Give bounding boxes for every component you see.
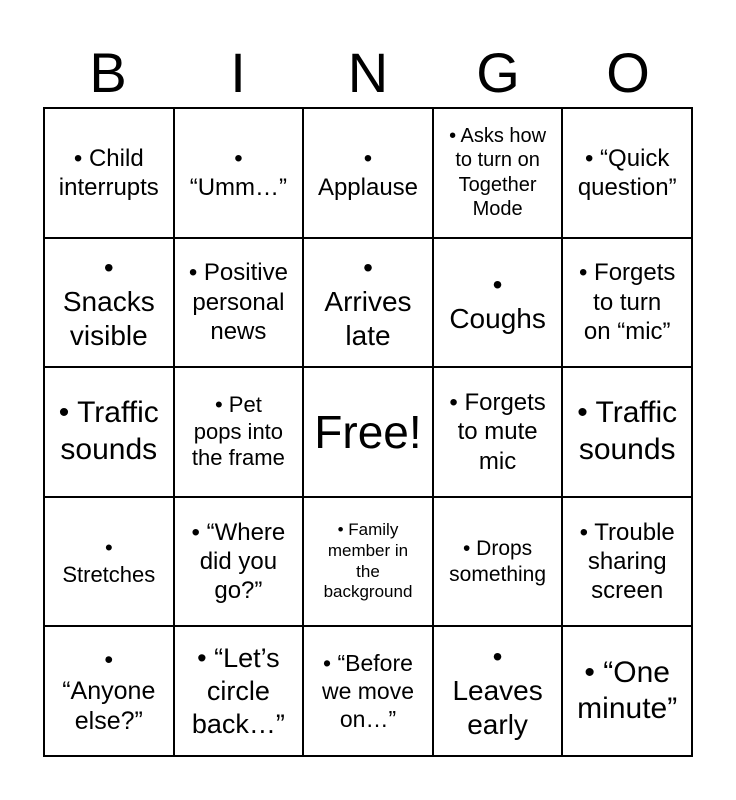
cell-text: • Asks how to turn on Together Mode	[449, 125, 547, 221]
bingo-board	[43, 107, 693, 757]
cell-text: • “Umm…”	[189, 144, 288, 201]
cell-text: • Drops something	[449, 536, 547, 586]
cell-text: • Traffic sounds	[577, 396, 678, 466]
cell-text: • Forgets to mute mic	[449, 389, 546, 475]
bingo-cell[interactable]	[45, 109, 175, 239]
header-letter-g: G	[476, 41, 520, 104]
bingo-cell[interactable]	[563, 368, 693, 498]
bingo-cell[interactable]	[45, 239, 175, 369]
cell-text: • Family member in the background	[323, 520, 413, 602]
bingo-cell[interactable]	[304, 498, 434, 628]
cell-text: • Forgets to turn on “mic”	[578, 259, 676, 346]
bingo-cell[interactable]	[45, 498, 175, 628]
bingo-cell[interactable]	[175, 627, 305, 757]
bingo-cell[interactable]	[304, 109, 434, 239]
cell-text: • Snacks visible	[62, 252, 155, 352]
bingo-cell[interactable]	[434, 627, 564, 757]
cell-text: • “Before we move on…”	[321, 650, 415, 733]
cell-text: • Child interrupts	[58, 144, 159, 201]
cell-text: • Pet pops into the frame	[191, 391, 285, 471]
cell-text: • Arrives late	[324, 252, 412, 352]
cell-text: • Stretches	[62, 534, 156, 587]
bingo-cell[interactable]	[304, 627, 434, 757]
header-letter-i: I	[230, 41, 246, 104]
cell-text: • “Anyone else?”	[62, 646, 156, 736]
bingo-cell[interactable]	[563, 627, 693, 757]
cell-text: • Applause	[317, 144, 419, 201]
cell-text: • Coughs	[449, 269, 546, 335]
cell-text: • “Quick question”	[577, 144, 677, 201]
bingo-cell[interactable]	[434, 368, 564, 498]
bingo-cell[interactable]	[434, 239, 564, 369]
bingo-header	[43, 38, 693, 108]
bingo-cell[interactable]	[563, 239, 693, 369]
header-letter-n: N	[347, 41, 389, 104]
header-letter-b: B	[89, 41, 127, 104]
cell-text: • “Let’s circle back…”	[191, 642, 285, 739]
cell-text: • “Where did you go?”	[191, 518, 286, 605]
bingo-cell[interactable]	[175, 498, 305, 628]
bingo-cell[interactable]	[175, 109, 305, 239]
cell-text: • Traffic sounds	[58, 396, 159, 466]
header-letter-o: O	[606, 41, 650, 104]
bingo-cell[interactable]	[563, 498, 693, 628]
free-space[interactable]	[304, 368, 434, 498]
cell-text: • Leaves early	[452, 640, 543, 741]
bingo-cell[interactable]	[563, 109, 693, 239]
cell-text: • “One minute”	[577, 655, 678, 726]
bingo-cell[interactable]	[175, 368, 305, 498]
cell-text: • Positive personal news	[188, 259, 288, 346]
bingo-cell[interactable]	[434, 109, 564, 239]
bingo-cell[interactable]	[175, 239, 305, 369]
bingo-cell[interactable]	[304, 239, 434, 369]
cell-text: • Trouble sharing screen	[579, 518, 675, 605]
bingo-cell[interactable]	[45, 368, 175, 498]
bingo-cell[interactable]	[434, 498, 564, 628]
bingo-cell[interactable]	[45, 627, 175, 757]
free-space-text: Free!	[314, 405, 422, 458]
